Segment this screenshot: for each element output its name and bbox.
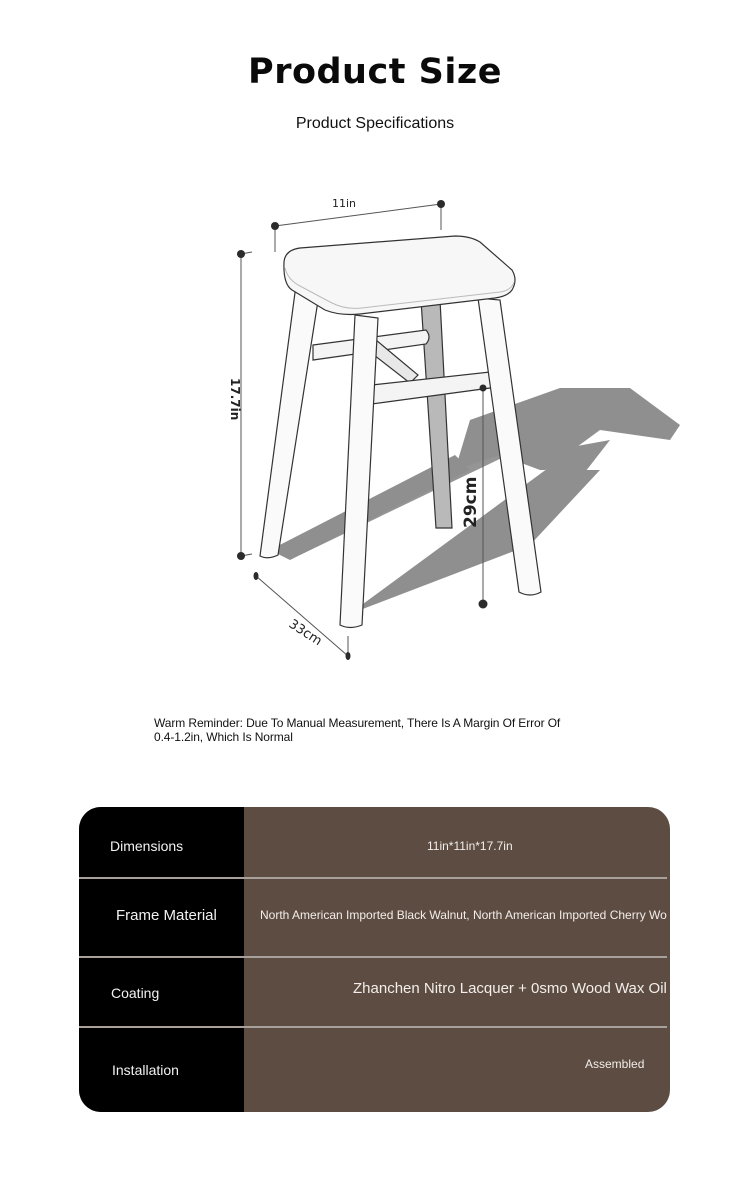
measurement-reminder <box>154 716 594 744</box>
page-title: Product Size <box>248 52 502 92</box>
marker-dot <box>437 200 445 208</box>
spec-label: Installation <box>112 1062 179 1078</box>
marker-dot <box>479 600 488 609</box>
spec-value: North American Imported Black Walnut, North American Imported Cherry Wo <box>260 908 667 922</box>
marker-dot <box>480 385 487 392</box>
spec-row-coating <box>79 958 670 1026</box>
spec-label: Dimensions <box>110 838 184 854</box>
spec-row-frame-material <box>79 879 670 956</box>
spec-row-installation <box>79 1028 670 1112</box>
marker-dot <box>254 572 259 580</box>
marker-dot <box>237 552 245 560</box>
height-label: 17.7in <box>228 378 242 421</box>
spec-value: Zhanchen Nitro Lacquer + 0smo Wood Wax Oil <box>353 980 667 997</box>
marker-dot <box>237 250 245 258</box>
spec-label: Frame Material <box>116 907 217 924</box>
leg-left <box>260 285 320 558</box>
spec-label: Coating <box>111 985 160 1001</box>
reminder-line-2: 0.4-1.2in, Which Is Normal <box>154 730 293 744</box>
page-subtitle: Product Specifications <box>295 115 455 132</box>
leg-front <box>340 315 378 628</box>
base-depth-label: 33cm <box>285 616 325 650</box>
reminder-line-1: Warm Reminder: Due To Manual Measurement, There Is A Margin Of Error Of <box>154 716 561 730</box>
spec-value: Assembled <box>585 1057 645 1071</box>
marker-dot <box>346 652 351 660</box>
marker-dot <box>271 222 279 230</box>
seat-width-label: 11in <box>332 197 357 210</box>
specifications-table <box>79 807 670 1112</box>
spec-row-dimensions <box>79 807 670 877</box>
stool-dimension-diagram <box>0 180 750 680</box>
rung-height-label: 29cm <box>461 476 481 528</box>
spec-value: 11in*11in*17.7in <box>427 839 513 853</box>
